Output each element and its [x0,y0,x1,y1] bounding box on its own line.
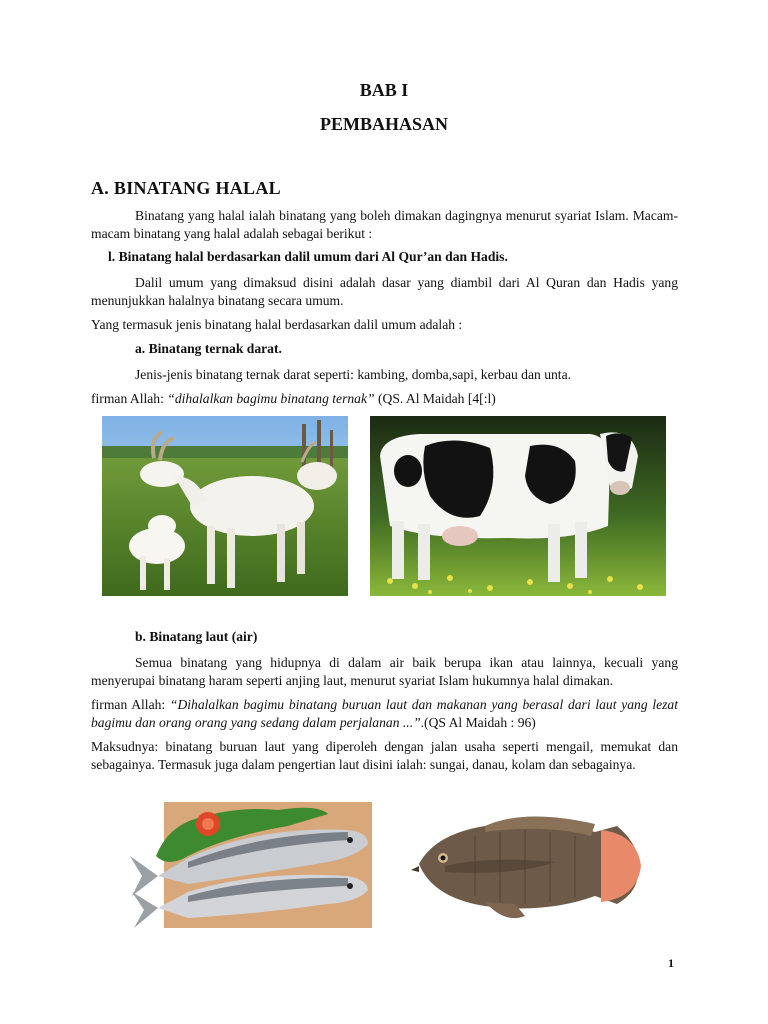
quote-reference: .(QS Al Maidah : 96) [420,715,536,730]
item-b-explanation: Maksudnya: binatang buruan laut yang diperoleh dengan jalan usaha seperti mengail, memukat dan sebagainya. Termasuk juga dalam pengertian laut disini ialah: sungai, danau, kolam dan sebagainya. [91,739,678,772]
item-a-heading: a. Binatang ternak darat. [135,341,282,356]
dalil-paragraph: Dalil umum yang dimaksud disini adalah dasar yang diambil dari Al Quran dan Hadis yang menunjukkan halalnya binatang secara umum. [91,275,678,308]
intro-paragraph: Binatang yang halal ialah binatang yang boleh dimakan dagingnya menurut syariat Islam. Macam-macam binatang yang halal adalah sebagai berikut : [91,208,678,241]
item-b-heading: b. Binatang laut (air) [135,629,258,644]
quote-prefix: firman Allah: [91,391,168,406]
section-heading: A. BINATANG HALAL [91,178,281,198]
page-number: 1 [668,956,674,970]
quote-prefix: firman Allah: [91,697,170,712]
tilapia-photo [405,806,645,936]
goat-photo [102,416,348,596]
list-intro: Yang termasuk jenis binatang halal berdasarkan dalil umum adalah : [91,317,463,332]
page-title: PEMBAHASAN [319,114,448,134]
quote-text: “dihalalkan bagimu binatang ternak” [167,391,375,406]
chapter-label: BAB I [359,80,409,100]
item-b-quote [91,696,678,732]
item-b-text: Semua binatang yang hidupnya di dalam air baik berupa ikan atau lainnya, kecuali yang menyerupai binatang haram seperti anjing laut, menurut syariat Islam hukumnya halal dimakan. [91,655,678,688]
item-a-text: Jenis-jenis binatang ternak darat seperti: kambing, domba,sapi, kerbau dan unta. [135,367,572,382]
item-a-quote [91,390,678,408]
subsection-heading: l. Binatang halal berdasarkan dalil umum dari Al Qur’an dan Hadis. [108,249,508,264]
milkfish-photo [128,796,372,934]
quote-text: “Dihalalkan bagimu binatang buruan laut dan makanan yang berasal dari laut yang lezat bagimu dan orang orang yang sedang dalam perjalanan ...” [91,697,678,730]
cow-photo [370,416,666,596]
quote-reference: (QS. Al Maidah [4[:l) [374,391,496,406]
